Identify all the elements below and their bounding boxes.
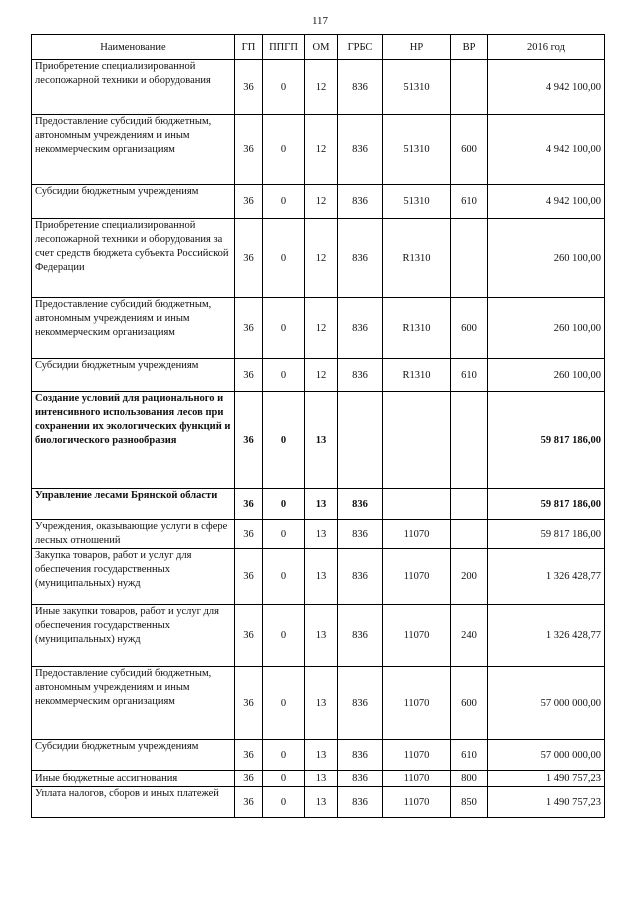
cell-name: Предоставление субсидий бюджетным, автономным учреждениям и иным некоммерческим организациям — [32, 115, 235, 185]
cell-name: Управление лесами Брянской области — [32, 489, 235, 520]
cell-amount: 59 817 186,00 — [488, 392, 605, 489]
cell-gp: 36 — [235, 787, 263, 818]
header-gp: ГП — [235, 35, 263, 60]
cell-om: 13 — [305, 667, 338, 740]
cell-amount: 57 000 000,00 — [488, 740, 605, 771]
cell-vr: 600 — [451, 115, 488, 185]
table-row — [32, 219, 605, 298]
cell-om: 12 — [305, 359, 338, 392]
cell-om: 13 — [305, 605, 338, 667]
cell-vr — [451, 60, 488, 115]
cell-gp: 36 — [235, 359, 263, 392]
cell-ppgp: 0 — [263, 392, 305, 489]
cell-om: 13 — [305, 489, 338, 520]
cell-nr: 11070 — [383, 605, 451, 667]
cell-nr: 11070 — [383, 740, 451, 771]
cell-amount: 260 100,00 — [488, 219, 605, 298]
cell-grbs: 836 — [338, 605, 383, 667]
header-nr: НР — [383, 35, 451, 60]
cell-amount: 59 817 186,00 — [488, 489, 605, 520]
header-row — [32, 35, 605, 60]
cell-grbs: 836 — [338, 771, 383, 787]
cell-grbs: 836 — [338, 787, 383, 818]
cell-gp: 36 — [235, 392, 263, 489]
table-row — [32, 740, 605, 771]
cell-om: 13 — [305, 771, 338, 787]
header-vr: ВР — [451, 35, 488, 60]
cell-amount: 1 490 757,23 — [488, 771, 605, 787]
cell-name: Предоставление субсидий бюджетным, автономным учреждениям и иным некоммерческим организациям — [32, 298, 235, 359]
cell-ppgp: 0 — [263, 185, 305, 219]
cell-nr: 11070 — [383, 667, 451, 740]
cell-ppgp: 0 — [263, 787, 305, 818]
cell-name: Иные закупки товаров, работ и услуг для обеспечения государственных (муниципальных) нужд — [32, 605, 235, 667]
cell-ppgp: 0 — [263, 667, 305, 740]
cell-om: 13 — [305, 787, 338, 818]
page-number: 117 — [311, 15, 329, 27]
header-grbs: ГРБС — [338, 35, 383, 60]
table-row — [32, 60, 605, 115]
cell-amount: 4 942 100,00 — [488, 185, 605, 219]
cell-vr: 610 — [451, 740, 488, 771]
table-row — [32, 771, 605, 787]
cell-vr — [451, 392, 488, 489]
cell-amount: 4 942 100,00 — [488, 60, 605, 115]
cell-ppgp: 0 — [263, 219, 305, 298]
cell-nr: 11070 — [383, 520, 451, 549]
cell-amount: 1 326 428,77 — [488, 549, 605, 605]
cell-name: Закупка товаров, работ и услуг для обеспечения государственных (муниципальных) нужд — [32, 549, 235, 605]
header-year: 2016 год — [488, 35, 605, 60]
cell-gp: 36 — [235, 549, 263, 605]
cell-grbs: 836 — [338, 740, 383, 771]
cell-nr — [383, 489, 451, 520]
cell-vr: 610 — [451, 359, 488, 392]
cell-vr: 850 — [451, 787, 488, 818]
cell-gp: 36 — [235, 298, 263, 359]
cell-gp: 36 — [235, 115, 263, 185]
cell-ppgp: 0 — [263, 298, 305, 359]
table-row — [32, 549, 605, 605]
table-row — [32, 605, 605, 667]
cell-om: 12 — [305, 185, 338, 219]
cell-gp: 36 — [235, 489, 263, 520]
cell-ppgp: 0 — [263, 115, 305, 185]
cell-grbs: 836 — [338, 520, 383, 549]
cell-amount: 59 817 186,00 — [488, 520, 605, 549]
cell-om: 12 — [305, 298, 338, 359]
cell-grbs: 836 — [338, 549, 383, 605]
header-ppgp: ППГП — [263, 35, 305, 60]
cell-amount: 57 000 000,00 — [488, 667, 605, 740]
table-row — [32, 489, 605, 520]
cell-ppgp: 0 — [263, 605, 305, 667]
cell-ppgp: 0 — [263, 359, 305, 392]
table-row — [32, 392, 605, 489]
cell-amount: 4 942 100,00 — [488, 115, 605, 185]
cell-ppgp: 0 — [263, 520, 305, 549]
cell-ppgp: 0 — [263, 60, 305, 115]
cell-name: Субсидии бюджетным учреждениям — [32, 740, 235, 771]
cell-amount: 260 100,00 — [488, 298, 605, 359]
cell-gp: 36 — [235, 605, 263, 667]
cell-ppgp: 0 — [263, 549, 305, 605]
cell-om: 13 — [305, 549, 338, 605]
table-row — [32, 185, 605, 219]
header-om: ОМ — [305, 35, 338, 60]
cell-nr: 51310 — [383, 60, 451, 115]
cell-om: 13 — [305, 740, 338, 771]
cell-grbs: 836 — [338, 489, 383, 520]
cell-name: Уплата налогов, сборов и иных платежей — [32, 787, 235, 818]
cell-gp: 36 — [235, 185, 263, 219]
cell-vr: 800 — [451, 771, 488, 787]
cell-nr: 11070 — [383, 771, 451, 787]
cell-name: Приобретение специализированной лесопожарной техники и оборудования за счет средств бюджета субъекта Российской Федерации — [32, 219, 235, 298]
cell-grbs: 836 — [338, 115, 383, 185]
cell-gp: 36 — [235, 219, 263, 298]
cell-vr: 200 — [451, 549, 488, 605]
header-name: Наименование — [32, 35, 235, 60]
cell-grbs — [338, 392, 383, 489]
cell-nr: R1310 — [383, 359, 451, 392]
table-row — [32, 359, 605, 392]
cell-grbs: 836 — [338, 185, 383, 219]
cell-om: 13 — [305, 392, 338, 489]
cell-name: Субсидии бюджетным учреждениям — [32, 359, 235, 392]
cell-ppgp: 0 — [263, 489, 305, 520]
cell-nr — [383, 392, 451, 489]
cell-vr — [451, 520, 488, 549]
cell-gp: 36 — [235, 520, 263, 549]
table-row — [32, 115, 605, 185]
table-row — [32, 667, 605, 740]
cell-name: Создание условий для рационального и интенсивного использования лесов при сохранении их экологических функций и биологического разнообразия — [32, 392, 235, 489]
cell-name: Иные бюджетные ассигнования — [32, 771, 235, 787]
cell-gp: 36 — [235, 60, 263, 115]
cell-name: Учреждения, оказывающие услуги в сфере лесных отношений — [32, 520, 235, 549]
cell-vr — [451, 219, 488, 298]
cell-vr — [451, 489, 488, 520]
cell-nr: R1310 — [383, 219, 451, 298]
table-row — [32, 520, 605, 549]
cell-om: 12 — [305, 115, 338, 185]
cell-nr: R1310 — [383, 298, 451, 359]
cell-amount: 260 100,00 — [488, 359, 605, 392]
cell-ppgp: 0 — [263, 740, 305, 771]
cell-vr: 600 — [451, 298, 488, 359]
table-row — [32, 298, 605, 359]
cell-ppgp: 0 — [263, 771, 305, 787]
cell-nr: 11070 — [383, 549, 451, 605]
budget-table — [31, 34, 605, 818]
cell-grbs: 836 — [338, 667, 383, 740]
cell-gp: 36 — [235, 667, 263, 740]
cell-grbs: 836 — [338, 298, 383, 359]
cell-om: 12 — [305, 60, 338, 115]
cell-nr: 51310 — [383, 115, 451, 185]
table-row — [32, 787, 605, 818]
cell-amount: 1 490 757,23 — [488, 787, 605, 818]
cell-name: Приобретение специализированной лесопожарной техники и оборудования — [32, 60, 235, 115]
cell-om: 13 — [305, 520, 338, 549]
cell-grbs: 836 — [338, 219, 383, 298]
cell-om: 12 — [305, 219, 338, 298]
cell-amount: 1 326 428,77 — [488, 605, 605, 667]
cell-name: Субсидии бюджетным учреждениям — [32, 185, 235, 219]
cell-grbs: 836 — [338, 359, 383, 392]
cell-gp: 36 — [235, 740, 263, 771]
cell-gp: 36 — [235, 771, 263, 787]
cell-vr: 240 — [451, 605, 488, 667]
cell-nr: 11070 — [383, 787, 451, 818]
cell-nr: 51310 — [383, 185, 451, 219]
cell-name: Предоставление субсидий бюджетным, автономным учреждениям и иным некоммерческим организациям — [32, 667, 235, 740]
cell-vr: 610 — [451, 185, 488, 219]
cell-vr: 600 — [451, 667, 488, 740]
cell-grbs: 836 — [338, 60, 383, 115]
